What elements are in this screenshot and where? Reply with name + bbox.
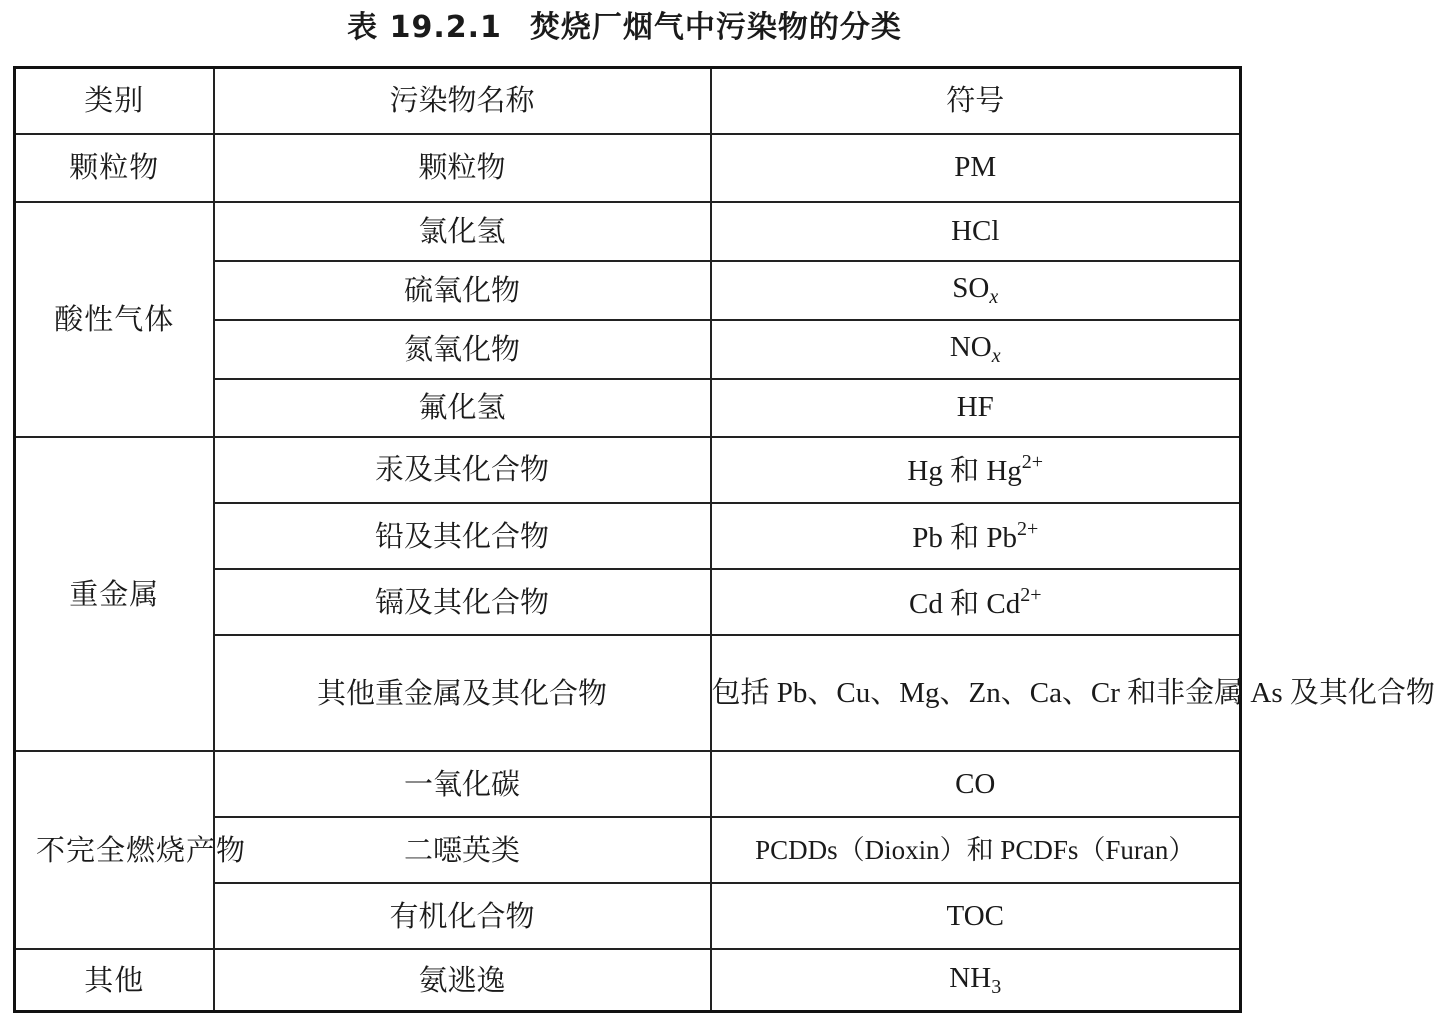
pollutant-symbol: [711, 569, 1241, 635]
pollutant-symbol: [711, 949, 1241, 1011]
table-title: 焚烧厂烟气中污染物的分类: [529, 10, 902, 45]
pollutant-name: 镉及其化合物: [214, 569, 711, 635]
pollutant-symbol: CO: [711, 751, 1241, 817]
header-row: [15, 68, 1241, 134]
symbol-superscript: 2+: [1016, 517, 1039, 540]
table-row: [15, 202, 1241, 261]
category-cell: 颗粒物: [15, 134, 214, 202]
category-cell: 其他: [15, 949, 214, 1011]
table-row: [15, 437, 1241, 503]
symbol-main: NH: [949, 962, 992, 995]
pollutant-symbol: HF: [711, 379, 1241, 437]
symbol-superscript: 2+: [1020, 583, 1042, 606]
symbol-subscript: 3: [991, 976, 1002, 999]
category-cell: 酸性气体: [15, 202, 214, 437]
table-row: [15, 134, 1241, 202]
pollutant-symbol: [711, 437, 1241, 503]
symbol-subscript: x: [989, 286, 999, 309]
pollutant-name: 硫氧化物: [214, 261, 711, 320]
pollutant-name: 氟化氢: [214, 379, 711, 437]
pollutant-symbol: PCDDs（Dioxin）和 PCDFs（Furan）: [711, 817, 1241, 883]
symbol-superscript: 2+: [1021, 451, 1044, 474]
pollutant-name: 氮氧化物: [214, 320, 711, 379]
table-number: 表 19.2.1: [347, 10, 502, 45]
pollutant-name: 氨逃逸: [214, 949, 711, 1011]
pollutant-name: 氯化氢: [214, 202, 711, 261]
symbol-subscript: x: [991, 345, 1001, 368]
header-symbol: 符号: [711, 68, 1241, 134]
pollutant-classification-table: [13, 66, 1435, 1013]
pollutant-name: 铅及其化合物: [214, 503, 711, 569]
table-caption: [0, 6, 1249, 50]
pollutant-symbol: [711, 503, 1241, 569]
symbol-main: Pb 和 Pb: [912, 521, 1017, 554]
symbol-main: Hg 和 Hg: [907, 455, 1022, 488]
pollutant-name: 二噁英类: [214, 817, 711, 883]
pollutant-name: 一氧化碳: [214, 751, 711, 817]
table-row: [15, 949, 1241, 1011]
pollutant-symbol: HCl: [711, 202, 1241, 261]
table-row: [15, 751, 1241, 817]
pollutant-name: 汞及其化合物: [214, 437, 711, 503]
pollutant-symbol: [711, 261, 1241, 320]
header-name: 污染物名称: [214, 68, 711, 134]
header-category: 类别: [15, 68, 214, 134]
pollutant-symbol: TOC: [711, 883, 1241, 949]
pollutant-name: 其他重金属及其化合物: [214, 635, 711, 751]
pollutant-symbol: 包括 Pb、Cu、Mg、Zn、Ca、Cr 和非金属 As 及其化合物: [711, 635, 1241, 751]
category-cell: 不完全燃烧产物: [15, 751, 214, 949]
symbol-main: Cd 和 Cd: [909, 587, 1021, 620]
category-cell: 重金属: [15, 437, 214, 751]
symbol-main: SO: [952, 272, 990, 305]
pollutant-symbol: PM: [711, 134, 1241, 202]
pollutant-name: 颗粒物: [214, 134, 711, 202]
symbol-main: NO: [949, 331, 992, 364]
pollutant-name: 有机化合物: [214, 883, 711, 949]
pollutant-symbol: [711, 320, 1241, 379]
